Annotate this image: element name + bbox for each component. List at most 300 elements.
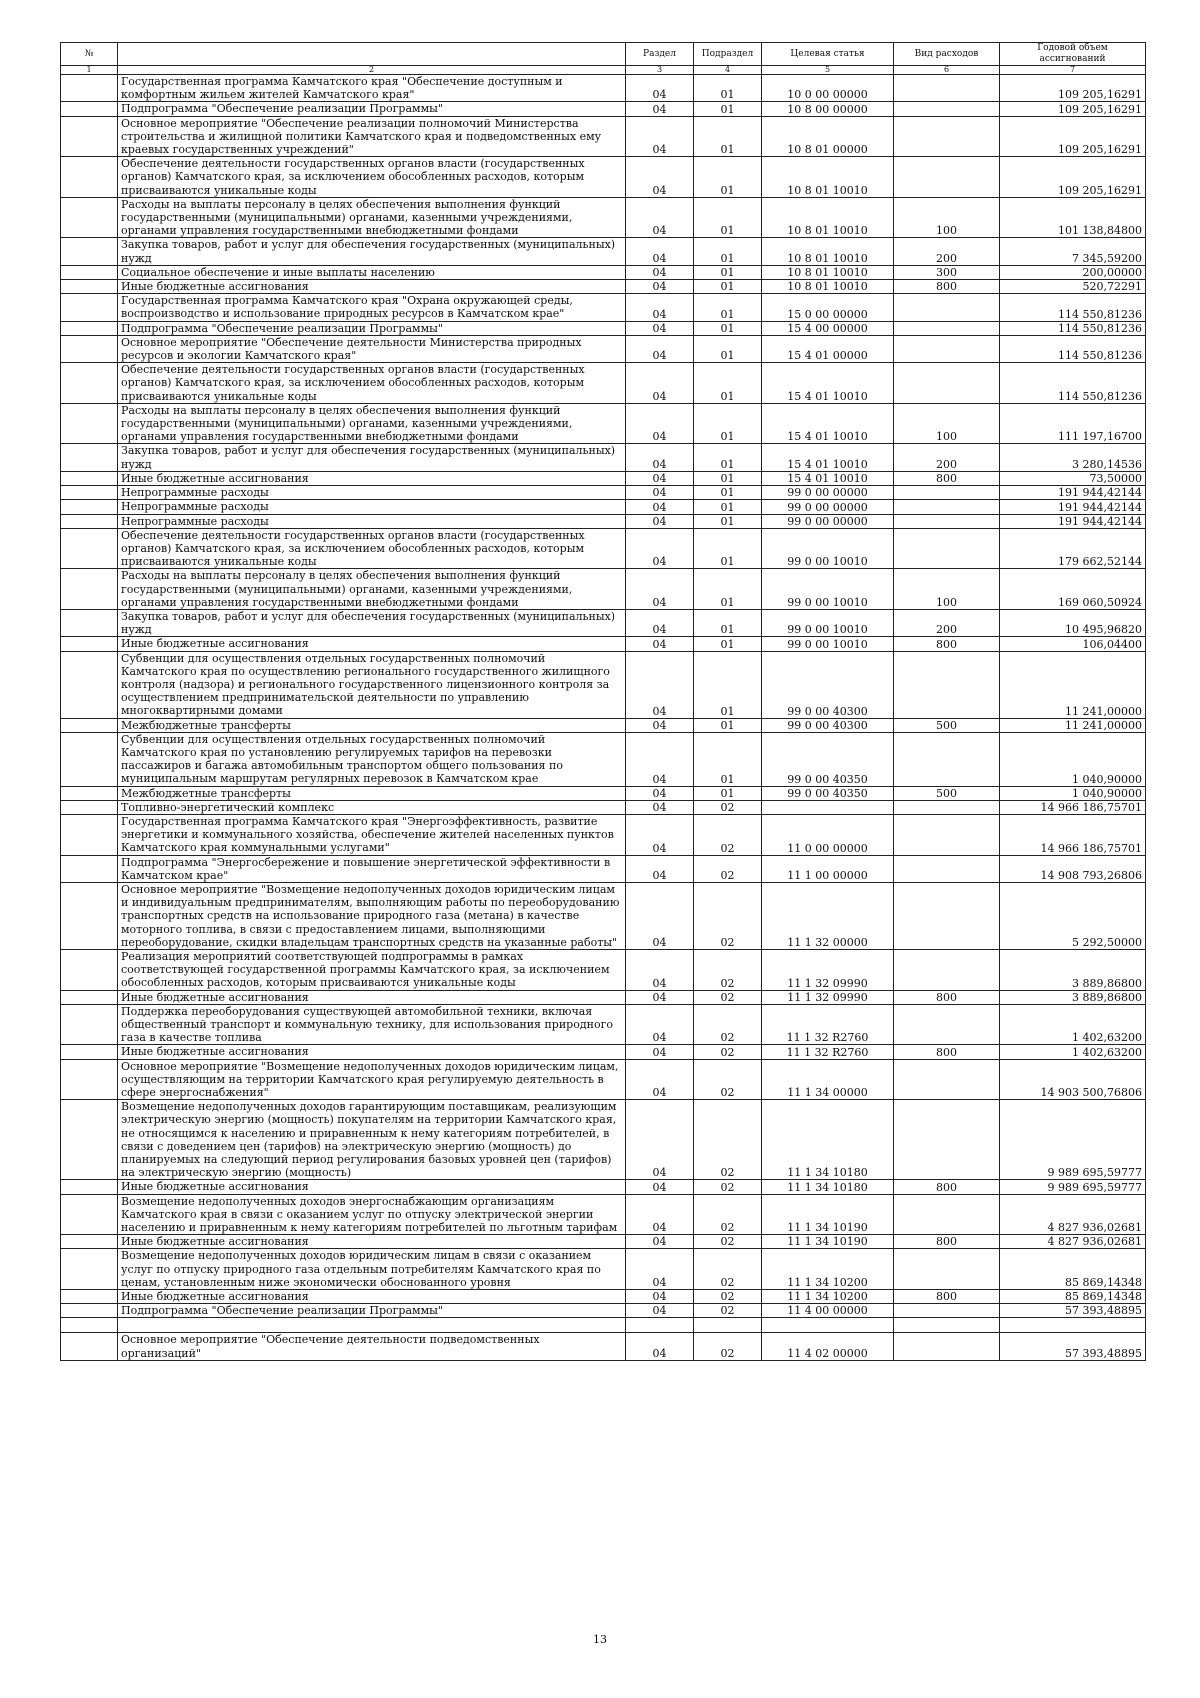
cell-target: 11 1 34 10190 (762, 1235, 894, 1249)
cell-name: Непрограммные расходы (118, 486, 626, 500)
cell-podrazdel: 02 (694, 1004, 762, 1045)
cell-target: 99 0 00 10010 (762, 569, 894, 610)
cell-volume: 10 495,96820 (1000, 609, 1146, 636)
table-row (61, 1333, 1146, 1360)
cell-expense: 800 (894, 1045, 1000, 1059)
cell-number (61, 403, 118, 444)
cell-name: Поддержка переоборудования существующей автомобильной техники, включая общественный транспорт и коммунальную технику, для использования природного газа в качестве топлива (118, 1004, 626, 1045)
cell-expense: 800 (894, 280, 1000, 294)
cell-name: Расходы на выплаты персоналу в целях обеспечения выполнения функций государственными (муниципальными) органами, казенными учреждениями, органами управления государственными внебюджетными фондами (118, 197, 626, 238)
cell-name: Основное мероприятие "Обеспечение реализации полномочий Министерства строительства и жилищной политики Камчатского края и подведомственных ему краевых государственных учреждений" (118, 116, 626, 157)
cell-target: 99 0 00 10010 (762, 528, 894, 569)
table-row (61, 157, 1146, 198)
cell-razdel: 04 (626, 280, 694, 294)
cell-name: Закупка товаров, работ и услуг для обеспечения государственных (муниципальных) нужд (118, 609, 626, 636)
cell-name: Иные бюджетные ассигнования (118, 1180, 626, 1194)
cell-volume: 109 205,16291 (1000, 102, 1146, 116)
cell-expense: 800 (894, 1180, 1000, 1194)
cell-volume: 85 869,14348 (1000, 1249, 1146, 1290)
cell-razdel: 04 (626, 1045, 694, 1059)
table-row (61, 1194, 1146, 1235)
cell-razdel: 04 (626, 732, 694, 786)
cell-volume: 3 280,14536 (1000, 444, 1146, 471)
cell-volume: 4 827 936,02681 (1000, 1235, 1146, 1249)
cell-name: Государственная программа Камчатского края "Энергоэффективность, развитие энергетики и коммунального хозяйства, обеспечение жителей населенных пунктов Камчатского края коммунальными услугами" (118, 814, 626, 855)
cell-razdel: 04 (626, 718, 694, 732)
table-row (61, 800, 1146, 814)
cell-expense (894, 486, 1000, 500)
cell-name: Топливно-энергетический комплекс (118, 800, 626, 814)
cell-number (61, 116, 118, 157)
cell-target: 10 8 00 00000 (762, 102, 894, 116)
cell-name: Возмещение недополученных доходов гарантирующим поставщикам, реализующим электрическую энергию (мощность) покупателям на территории Камчатского края, не относящимся к населению и приравненным к нему категориям потребителей, в связи с доведением цен (тарифов) на электрическую энергию (мощность) до планируемых на следующий период регулирования базовых уровней цен (тарифов) на электрическую энергию (мощность) (118, 1100, 626, 1180)
cell-expense (894, 116, 1000, 157)
cell-expense: 800 (894, 1235, 1000, 1249)
cell-volume: 14 908 793,26806 (1000, 855, 1146, 882)
cell-podrazdel: 01 (694, 609, 762, 636)
table-row (61, 637, 1146, 651)
cell-target: 99 0 00 40300 (762, 651, 894, 718)
cell-target: 11 4 02 00000 (762, 1333, 894, 1360)
cell-name: Непрограммные расходы (118, 514, 626, 528)
cell-razdel: 04 (626, 238, 694, 265)
cell-volume: 169 060,50924 (1000, 569, 1146, 610)
cell-razdel: 04 (626, 814, 694, 855)
cell-podrazdel: 01 (694, 335, 762, 362)
cell-expense: 800 (894, 637, 1000, 651)
cell-target: 99 0 00 10010 (762, 637, 894, 651)
cell-razdel: 04 (626, 75, 694, 102)
cell-razdel: 04 (626, 855, 694, 882)
cell-expense: 100 (894, 197, 1000, 238)
cell-name: Государственная программа Камчатского края "Обеспечение доступным и комфортным жильем жителей Камчатского края" (118, 75, 626, 102)
cell-name: Обеспечение деятельности государственных органов власти (государственных органов) Камчатского края, за исключением обособленных расходов, которым присваиваются уникальные коды (118, 363, 626, 404)
cell-number (61, 609, 118, 636)
table-row (61, 718, 1146, 732)
cell-number (61, 1333, 118, 1360)
cell-name: Субвенции для осуществления отдельных государственных полномочий Камчатского края по осуществлению регионального государственного жилищного контроля (надзора) и регионального государственного лицензионного контроля за осуществлением предпринимательской деятельности по управлению многоквартирными домами (118, 651, 626, 718)
cell-razdel: 04 (626, 197, 694, 238)
cell-target: 15 4 01 10010 (762, 444, 894, 471)
col-header-podrazdel: Подраздел (694, 43, 762, 66)
cell-name: Обеспечение деятельности государственных органов власти (государственных органов) Камчатского края, за исключением обособленных расходов, которым присваиваются уникальные коды (118, 157, 626, 198)
cell-razdel: 04 (626, 528, 694, 569)
cell-expense (894, 1249, 1000, 1290)
cell-expense (894, 1304, 1000, 1318)
cell-volume: 57 393,48895 (1000, 1304, 1146, 1318)
column-index-row (61, 66, 1146, 75)
cell-podrazdel: 02 (694, 1304, 762, 1318)
cell-razdel: 04 (626, 1290, 694, 1304)
cell-expense (894, 321, 1000, 335)
table-row (61, 1304, 1146, 1318)
cell-razdel: 04 (626, 157, 694, 198)
cell-razdel: 04 (626, 363, 694, 404)
cell-expense: 800 (894, 990, 1000, 1004)
cell-name: Государственная программа Камчатского края "Охрана окружающей среды, воспроизводство и использование природных ресурсов в Камчатском крае" (118, 294, 626, 321)
cell-razdel: 04 (626, 1180, 694, 1194)
cell-expense (894, 1100, 1000, 1180)
table-row (61, 471, 1146, 485)
cell-expense (894, 950, 1000, 991)
cell-target: 11 1 32 09990 (762, 950, 894, 991)
cell-number (61, 265, 118, 279)
cell-podrazdel: 01 (694, 486, 762, 500)
cell-number (61, 732, 118, 786)
cell-podrazdel: 01 (694, 116, 762, 157)
cell-target: 15 4 00 00000 (762, 321, 894, 335)
cell-name: Межбюджетные трансферты (118, 786, 626, 800)
cell-razdel: 04 (626, 471, 694, 485)
cell-target: 11 1 32 09990 (762, 990, 894, 1004)
cell-podrazdel: 02 (694, 1100, 762, 1180)
cell-razdel: 04 (626, 1194, 694, 1235)
cell-razdel: 04 (626, 569, 694, 610)
cell-target: 99 0 00 40350 (762, 732, 894, 786)
cell-expense (894, 1059, 1000, 1100)
cell-podrazdel: 01 (694, 75, 762, 102)
cell-target: 10 8 01 10010 (762, 280, 894, 294)
cell-name: Социальное обеспечение и иные выплаты населению (118, 265, 626, 279)
cell-target: 11 1 34 00000 (762, 1059, 894, 1100)
cell-number (61, 1235, 118, 1249)
cell-expense (894, 1194, 1000, 1235)
cell-target: 99 0 00 10010 (762, 609, 894, 636)
cell-target (762, 800, 894, 814)
cell-target: 10 8 01 10010 (762, 157, 894, 198)
cell-podrazdel: 02 (694, 855, 762, 882)
cell-target: 15 4 01 10010 (762, 471, 894, 485)
cell-podrazdel: 01 (694, 197, 762, 238)
cell-volume: 114 550,81236 (1000, 335, 1146, 362)
cell-name: Иные бюджетные ассигнования (118, 1235, 626, 1249)
cell-number (61, 75, 118, 102)
cell-expense (894, 514, 1000, 528)
table-row (61, 486, 1146, 500)
cell-razdel: 04 (626, 500, 694, 514)
cell-number (61, 718, 118, 732)
cell-podrazdel: 01 (694, 718, 762, 732)
cell-volume: 106,04400 (1000, 637, 1146, 651)
cell-volume: 14 966 186,75701 (1000, 800, 1146, 814)
cell-razdel: 04 (626, 800, 694, 814)
cell-volume: 4 827 936,02681 (1000, 1194, 1146, 1235)
cell-razdel: 04 (626, 116, 694, 157)
cell-volume: 14 903 500,76806 (1000, 1059, 1146, 1100)
cell-podrazdel: 02 (694, 950, 762, 991)
cell-number (61, 102, 118, 116)
cell-expense: 200 (894, 238, 1000, 265)
cell-podrazdel: 01 (694, 786, 762, 800)
col-header-name (118, 43, 626, 66)
cell-podrazdel: 02 (694, 1249, 762, 1290)
cell-name: Иные бюджетные ассигнования (118, 280, 626, 294)
cell-target: 10 8 01 10010 (762, 197, 894, 238)
table-row (61, 1290, 1146, 1304)
table-body (61, 75, 1146, 1361)
cell-podrazdel: 01 (694, 444, 762, 471)
cell-name: Закупка товаров, работ и услуг для обеспечения государственных (муниципальных) нужд (118, 238, 626, 265)
cell-expense (894, 157, 1000, 198)
header-row (61, 43, 1146, 66)
table-row (61, 651, 1146, 718)
table-row (61, 500, 1146, 514)
col-header-razdel: Раздел (626, 43, 694, 66)
table-row (61, 238, 1146, 265)
cell-target: 11 1 34 10180 (762, 1100, 894, 1180)
cell-podrazdel: 02 (694, 882, 762, 949)
cell-razdel: 04 (626, 990, 694, 1004)
cell-podrazdel: 02 (694, 800, 762, 814)
cell-target: 11 1 34 10200 (762, 1249, 894, 1290)
cell-volume: 191 944,42144 (1000, 500, 1146, 514)
col-index: 7 (1000, 66, 1146, 75)
cell-podrazdel: 01 (694, 294, 762, 321)
cell-name: Непрограммные расходы (118, 500, 626, 514)
table-row (61, 116, 1146, 157)
cell-number (61, 1059, 118, 1100)
cell-target: 99 0 00 00000 (762, 514, 894, 528)
cell-target: 99 0 00 00000 (762, 500, 894, 514)
cell-podrazdel: 02 (694, 1045, 762, 1059)
cell-expense (894, 102, 1000, 116)
table-row (61, 732, 1146, 786)
cell-expense (894, 882, 1000, 949)
cell-expense: 100 (894, 569, 1000, 610)
cell-expense (894, 800, 1000, 814)
cell-razdel: 04 (626, 514, 694, 528)
cell-volume: 3 889,86800 (1000, 950, 1146, 991)
cell-number (61, 1304, 118, 1318)
cell-name: Основное мероприятие "Обеспечение деятельности Министерства природных ресурсов и экологии Камчатского края" (118, 335, 626, 362)
table-row (61, 528, 1146, 569)
table-row (61, 102, 1146, 116)
col-index: 6 (894, 66, 1000, 75)
cell-target: 11 1 34 10180 (762, 1180, 894, 1194)
cell-volume: 114 550,81236 (1000, 294, 1146, 321)
cell-number (61, 1004, 118, 1045)
cell-volume: 7 345,59200 (1000, 238, 1146, 265)
table-row (61, 855, 1146, 882)
cell-razdel: 04 (626, 786, 694, 800)
cell-name: Основное мероприятие "Возмещение недополученных доходов юридическим лицам и индивидуальным предпринимателям, выполняющим работы по переоборудованию транспортных средств на использование природного газа (метана) в качестве моторного топлива, в связи с предоставлением лицами, выполняющими переоборудование, скидки владельцам транспортных средств на указанные работы" (118, 882, 626, 949)
cell-target: 11 4 00 00000 (762, 1304, 894, 1318)
table-row (61, 321, 1146, 335)
cell-volume: 3 889,86800 (1000, 990, 1146, 1004)
cell-podrazdel: 02 (694, 1180, 762, 1194)
cell-volume: 114 550,81236 (1000, 363, 1146, 404)
cell-number (61, 1249, 118, 1290)
table-row (61, 950, 1146, 991)
cell-volume: 57 393,48895 (1000, 1333, 1146, 1360)
cell-number (61, 990, 118, 1004)
cell-expense: 300 (894, 265, 1000, 279)
table-row (61, 569, 1146, 610)
table-row (61, 403, 1146, 444)
cell-razdel: 04 (626, 1235, 694, 1249)
cell-volume (1000, 1318, 1146, 1333)
cell-volume: 200,00000 (1000, 265, 1146, 279)
cell-number (61, 157, 118, 198)
cell-name: Обеспечение деятельности государственных органов власти (государственных органов) Камчатского края, за исключением обособленных расходов, которым присваиваются уникальные коды (118, 528, 626, 569)
cell-number (61, 855, 118, 882)
cell-razdel: 04 (626, 1304, 694, 1318)
cell-name: Подпрограмма "Энергосбережение и повышение энергетической эффективности в Камчатском крае" (118, 855, 626, 882)
cell-number (61, 651, 118, 718)
cell-podrazdel: 02 (694, 814, 762, 855)
cell-target: 11 1 32 R2760 (762, 1004, 894, 1045)
cell-name: Субвенции для осуществления отдельных государственных полномочий Камчатского края по установлению регулируемых тарифов на перевозки пассажиров и багажа автомобильным транспортом общего пользования по муниципальным маршрутам регулярных перевозок в Камчатском крае (118, 732, 626, 786)
col-header-volume: Годовой объем ассигнований (1000, 43, 1146, 66)
cell-volume: 191 944,42144 (1000, 514, 1146, 528)
col-index: 2 (118, 66, 626, 75)
cell-name: Расходы на выплаты персоналу в целях обеспечения выполнения функций государственными (муниципальными) органами, казенными учреждениями, органами управления государственными внебюджетными фондами (118, 569, 626, 610)
cell-name: Возмещение недополученных доходов энергоснабжающим организациям Камчатского края в связи с оказанием услуг по отпуску электрической энергии населению и приравненным к нему категориям потребителей по льготным тарифам (118, 1194, 626, 1235)
cell-expense (894, 75, 1000, 102)
cell-podrazdel: 01 (694, 471, 762, 485)
cell-number (61, 1180, 118, 1194)
cell-volume: 9 989 695,59777 (1000, 1180, 1146, 1194)
cell-podrazdel (694, 1318, 762, 1333)
col-index: 5 (762, 66, 894, 75)
table-row (61, 1235, 1146, 1249)
cell-number (61, 800, 118, 814)
cell-volume: 1 402,63200 (1000, 1045, 1146, 1059)
cell-razdel: 04 (626, 102, 694, 116)
cell-name: Закупка товаров, работ и услуг для обеспечения государственных (муниципальных) нужд (118, 444, 626, 471)
cell-number (61, 637, 118, 651)
cell-podrazdel: 02 (694, 1194, 762, 1235)
cell-expense: 800 (894, 471, 1000, 485)
cell-expense: 500 (894, 718, 1000, 732)
cell-number (61, 569, 118, 610)
table-row (61, 75, 1146, 102)
table-row (61, 990, 1146, 1004)
cell-target: 15 0 00 00000 (762, 294, 894, 321)
table-row (61, 197, 1146, 238)
cell-number (61, 882, 118, 949)
cell-name: Иные бюджетные ассигнования (118, 1045, 626, 1059)
cell-expense (894, 500, 1000, 514)
cell-target: 11 1 00 00000 (762, 855, 894, 882)
table-row (61, 1004, 1146, 1045)
cell-volume: 114 550,81236 (1000, 321, 1146, 335)
budget-table (60, 42, 1146, 1361)
cell-number (61, 321, 118, 335)
cell-name: Межбюджетные трансферты (118, 718, 626, 732)
cell-number (61, 363, 118, 404)
cell-razdel (626, 1318, 694, 1333)
cell-number (61, 528, 118, 569)
cell-volume: 1 040,90000 (1000, 786, 1146, 800)
cell-expense (894, 1318, 1000, 1333)
cell-volume: 85 869,14348 (1000, 1290, 1146, 1304)
cell-target: 99 0 00 00000 (762, 486, 894, 500)
table-row (61, 294, 1146, 321)
cell-expense: 800 (894, 1290, 1000, 1304)
page-number: 13 (593, 1633, 607, 1646)
table-row (61, 280, 1146, 294)
cell-name: Иные бюджетные ассигнования (118, 1290, 626, 1304)
cell-name (118, 1318, 626, 1333)
cell-number (61, 786, 118, 800)
cell-expense: 100 (894, 403, 1000, 444)
cell-volume: 109 205,16291 (1000, 75, 1146, 102)
cell-number (61, 294, 118, 321)
cell-volume: 520,72291 (1000, 280, 1146, 294)
table-row (61, 444, 1146, 471)
cell-razdel: 04 (626, 1004, 694, 1045)
table-row (61, 609, 1146, 636)
cell-expense: 200 (894, 609, 1000, 636)
cell-volume: 191 944,42144 (1000, 486, 1146, 500)
cell-volume: 9 989 695,59777 (1000, 1100, 1146, 1180)
cell-expense (894, 335, 1000, 362)
cell-volume: 11 241,00000 (1000, 718, 1146, 732)
cell-razdel: 04 (626, 609, 694, 636)
cell-name: Иные бюджетные ассигнования (118, 471, 626, 485)
cell-target: 15 4 01 10010 (762, 363, 894, 404)
cell-expense (894, 294, 1000, 321)
cell-number (61, 335, 118, 362)
cell-number (61, 486, 118, 500)
cell-number (61, 500, 118, 514)
cell-name: Основное мероприятие "Обеспечение деятельности подведомственных организаций" (118, 1333, 626, 1360)
cell-number (61, 1194, 118, 1235)
cell-razdel: 04 (626, 1333, 694, 1360)
table-row (61, 335, 1146, 362)
cell-razdel: 04 (626, 1100, 694, 1180)
cell-name: Основное мероприятие "Возмещение недополученных доходов юридическим лицам, осуществляющим на территории Камчатского края регулируемую деятельность в сфере энергоснабжения" (118, 1059, 626, 1100)
col-index: 3 (626, 66, 694, 75)
cell-name: Иные бюджетные ассигнования (118, 990, 626, 1004)
cell-razdel: 04 (626, 637, 694, 651)
table-row (61, 786, 1146, 800)
cell-podrazdel: 01 (694, 102, 762, 116)
table-row (61, 1180, 1146, 1194)
table-row (61, 514, 1146, 528)
cell-razdel: 04 (626, 321, 694, 335)
cell-number (61, 1045, 118, 1059)
col-header-num: № (61, 43, 118, 66)
cell-podrazdel: 02 (694, 1290, 762, 1304)
cell-expense (894, 1004, 1000, 1045)
cell-expense (894, 528, 1000, 569)
cell-name: Иные бюджетные ассигнования (118, 637, 626, 651)
cell-volume: 111 197,16700 (1000, 403, 1146, 444)
cell-podrazdel: 01 (694, 363, 762, 404)
cell-volume: 1 402,63200 (1000, 1004, 1146, 1045)
cell-podrazdel: 01 (694, 569, 762, 610)
cell-razdel: 04 (626, 882, 694, 949)
table-row (61, 265, 1146, 279)
cell-expense: 500 (894, 786, 1000, 800)
cell-podrazdel: 01 (694, 280, 762, 294)
table-row (61, 882, 1146, 949)
cell-podrazdel: 01 (694, 321, 762, 335)
cell-number (61, 1100, 118, 1180)
cell-podrazdel: 02 (694, 1235, 762, 1249)
cell-razdel: 04 (626, 403, 694, 444)
cell-volume: 109 205,16291 (1000, 116, 1146, 157)
cell-podrazdel: 01 (694, 238, 762, 265)
cell-target: 11 1 32 R2760 (762, 1045, 894, 1059)
cell-name: Реализация мероприятий соответствующей подпрограммы в рамках соответствующей государственной программы Камчатского края, за исключением обособленных расходов, которым присваиваются уникальные коды (118, 950, 626, 991)
cell-number (61, 444, 118, 471)
cell-number (61, 471, 118, 485)
cell-target: 10 8 01 10010 (762, 265, 894, 279)
table-row (61, 1249, 1146, 1290)
